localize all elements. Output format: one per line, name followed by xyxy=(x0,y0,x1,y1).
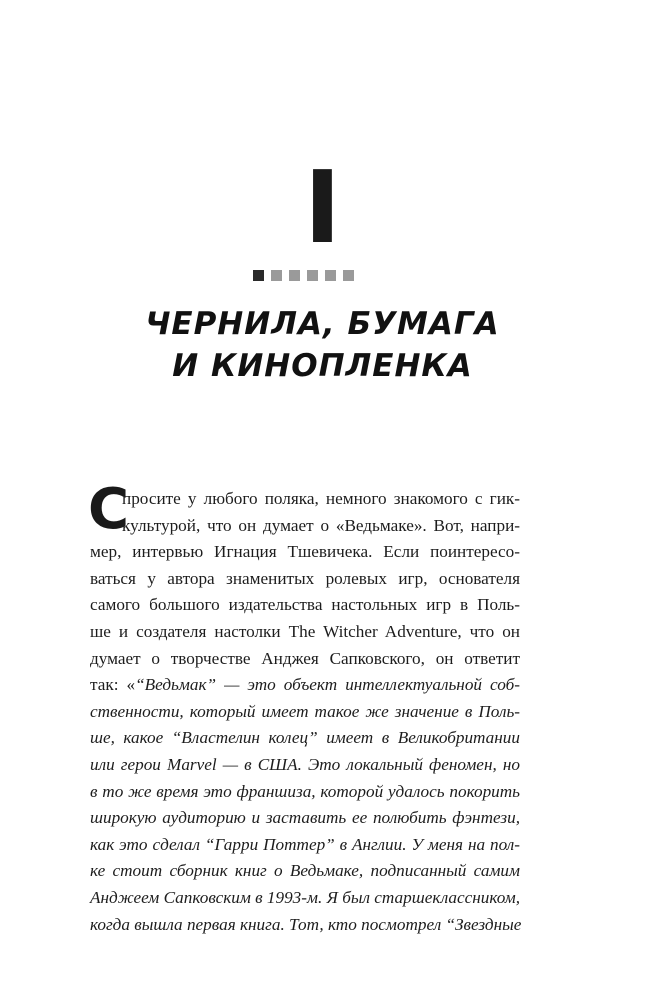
text-line: просите у любого поляка, немного знакомого с гик- xyxy=(122,489,520,508)
text-line: самого большого издательства настольных игр в Поль- xyxy=(90,595,520,615)
text-line: ваться у автора знаменитых ролевых игр, основателя xyxy=(90,568,520,588)
text-line: широкую аудиторию и заставить ее полюбить фэнтези, xyxy=(90,808,520,828)
text-line: ке стоит сборник книг о Ведьмаке, подписанный самим xyxy=(90,861,520,881)
text-line: когда вышла первая книга. Тот, кто посмотрел “Звездные xyxy=(90,914,522,934)
chapter-title xyxy=(0,303,645,387)
text-line: мер, интервью Игнация Тшевичека. Если поинтересо- xyxy=(90,542,520,562)
text-line: или герои Marvel — в США. Это локальный феномен, но xyxy=(90,754,520,774)
chapter-title-line-2: И КИНОПЛЕНКА xyxy=(172,348,473,384)
ornament-square xyxy=(289,270,300,281)
text-line: в то же время это франшиза, которой удалось покорить xyxy=(90,781,520,801)
chapter-ornament xyxy=(253,270,354,281)
text-line: ше, какое “Властелин колец” имеет в Великобритании xyxy=(90,728,520,748)
body-paragraph xyxy=(90,486,520,938)
text-line: ше и создателя настолки The Witcher Adventure, что он xyxy=(90,621,520,641)
ornament-square xyxy=(343,270,354,281)
text-line: как это сделал “Гарри Поттер” в Англии. У меня на пол- xyxy=(90,834,520,854)
text-line xyxy=(90,672,520,699)
ornament-square xyxy=(253,270,264,281)
quote-segment: “Ведьмак” — это объект интеллектуальной соб- xyxy=(135,675,520,695)
chapter-title-line-1: ЧЕРНИЛА, БУМАГА xyxy=(145,306,500,342)
text-segment: так: « xyxy=(90,675,136,695)
ornament-square xyxy=(307,270,318,281)
ornament-square xyxy=(271,270,282,281)
drop-cap: С xyxy=(88,477,130,542)
text-line: ственности, который имеет такое же значение в Поль- xyxy=(90,701,520,721)
text-line: культурой, что он думает о «Ведьмаке». Вот, напри- xyxy=(122,515,520,535)
chapter-numeral: I xyxy=(303,149,342,266)
ornament-square xyxy=(325,270,336,281)
text-line: думает о творчестве Анджея Сапковского, он ответит xyxy=(90,648,520,668)
text-line: Анджеем Сапковским в 1993-м. Я был старшеклассником, xyxy=(90,887,520,907)
